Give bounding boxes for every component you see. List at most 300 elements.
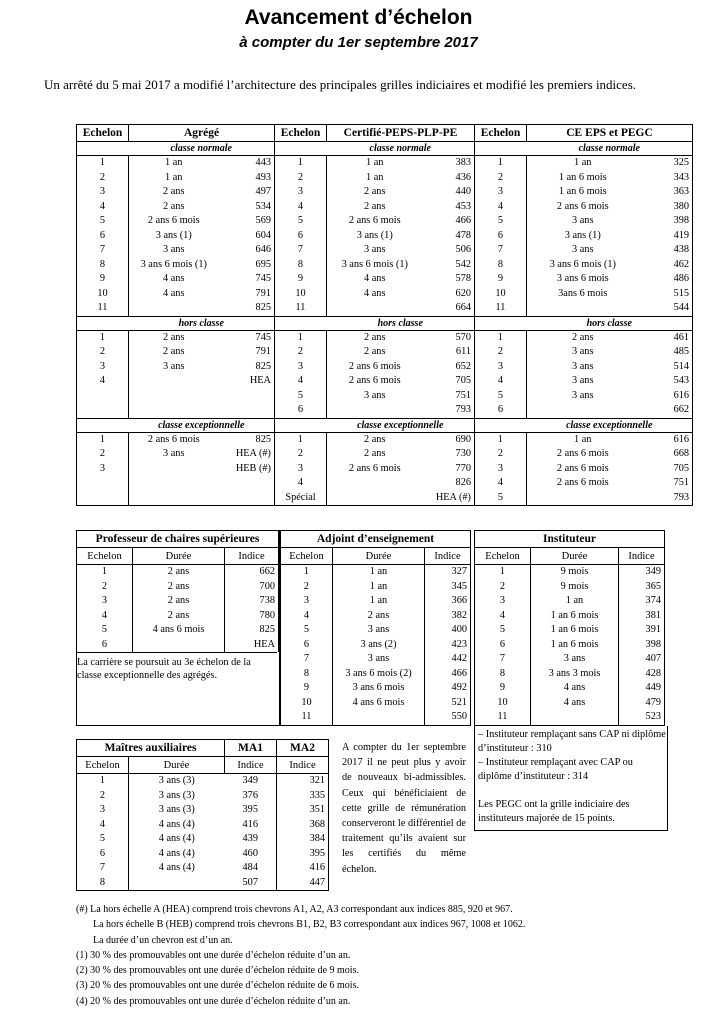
table-row xyxy=(281,594,471,609)
cell-indice: 664 xyxy=(423,301,475,316)
cell-echelon: 3 xyxy=(475,594,531,609)
cell-indice: 438 xyxy=(639,243,693,258)
table-row xyxy=(77,214,693,229)
cell-indice: 646 xyxy=(219,243,275,258)
cell-echelon: 4 xyxy=(77,609,133,624)
cell-indice: 395 xyxy=(277,847,329,862)
cell-duree xyxy=(333,710,425,725)
cell-duree: 2 ans xyxy=(163,331,185,343)
cell-duree xyxy=(129,476,219,491)
cell-indice: 662 xyxy=(639,403,693,418)
cell-echelon: 9 xyxy=(475,681,531,696)
col-echelon: Echelon xyxy=(77,125,129,142)
col-duree: Durée xyxy=(531,548,619,565)
col-duree: Durée xyxy=(129,757,225,774)
cell-echelon: 4 xyxy=(475,476,527,491)
cell-echelon: 6 xyxy=(475,229,527,244)
cell-echelon: 7 xyxy=(281,652,333,667)
cell-echelon: 10 xyxy=(275,287,327,302)
cell-indice: 705 xyxy=(639,462,693,477)
cell-duree xyxy=(129,876,225,891)
cell-duree: 2 ans 6 mois xyxy=(556,448,609,459)
cell-duree: 2 ans 6 mois xyxy=(348,360,401,372)
cell-duree: 3 ans 6 mois xyxy=(556,273,609,284)
cell-indice: 514 xyxy=(639,360,693,375)
cell-duree: 3 ans xyxy=(572,346,594,357)
cell-indice: 439 xyxy=(242,833,258,844)
footnote-chevron: La durée d’un chevron est d’un an. xyxy=(93,934,233,946)
cell-echelon: 8 xyxy=(475,258,527,273)
cell-echelon: 5 xyxy=(77,832,129,847)
cell-duree: 1 an xyxy=(369,566,388,577)
cell-indice: 751 xyxy=(639,476,693,491)
adjoint-title: Adjoint d’enseignement xyxy=(281,531,471,548)
table-row xyxy=(281,696,471,711)
table-row xyxy=(475,609,665,624)
table-row xyxy=(281,638,471,653)
cell-duree xyxy=(527,491,639,506)
cell-indice: 506 xyxy=(423,243,475,258)
table-row xyxy=(281,710,471,725)
cell-duree xyxy=(129,374,219,389)
table-row xyxy=(77,774,329,789)
col-indice: Indice xyxy=(225,548,279,565)
cell-duree: 2 ans xyxy=(364,433,386,445)
cell-duree: 1 an xyxy=(369,580,388,592)
cell-duree: 2 ans 6 mois xyxy=(348,462,401,474)
cell-echelon: 6 xyxy=(281,638,333,653)
section-label: classe exceptionnelle xyxy=(527,418,693,432)
cell-duree: 2 ans 6 mois xyxy=(348,215,401,226)
cell-echelon: 4 xyxy=(77,374,129,389)
cell-duree: 1 an xyxy=(565,595,584,606)
cell-echelon: 9 xyxy=(475,272,527,287)
cell-indice: 374 xyxy=(619,594,665,609)
cell-echelon: 4 xyxy=(77,200,129,215)
col-echelon: Echelon xyxy=(77,548,133,565)
cell-echelon: 8 xyxy=(77,258,129,273)
cell-duree: 2 ans xyxy=(364,331,386,343)
cell-echelon: 7 xyxy=(275,243,327,258)
cell-duree: 3 ans xyxy=(163,360,185,372)
table-row xyxy=(77,185,693,200)
cell-echelon: 6 xyxy=(275,403,327,418)
cell-duree: 3 ans (1) xyxy=(356,229,393,241)
instituteur-notes xyxy=(474,726,668,831)
cell-duree xyxy=(527,301,639,316)
cell-duree xyxy=(129,491,219,506)
cell-indice: 391 xyxy=(619,623,665,638)
cell-echelon: 2 xyxy=(275,345,327,360)
cell-echelon: 7 xyxy=(77,861,129,876)
cell-duree: 2 ans xyxy=(364,448,386,459)
table-row xyxy=(77,156,693,171)
section-row xyxy=(77,418,693,432)
cell-indice: 380 xyxy=(639,200,693,215)
cell-duree: 2 ans 6 mois xyxy=(348,375,401,386)
table-row xyxy=(77,876,329,891)
cell-echelon: 9 xyxy=(77,272,129,287)
section-label: hors classe xyxy=(327,316,475,330)
cell-duree xyxy=(327,403,423,418)
cell-echelon: 3 xyxy=(475,360,527,375)
cell-indice: 616 xyxy=(639,432,693,447)
cell-indice: 436 xyxy=(423,171,475,186)
cell-duree: 1 an 6 mois xyxy=(550,609,599,621)
cell-echelon: 8 xyxy=(475,667,531,682)
cell-echelon: 2 xyxy=(77,447,129,462)
cell-indice: 453 xyxy=(423,200,475,215)
cell-echelon: 2 xyxy=(281,580,333,595)
table-row xyxy=(77,847,329,862)
cell-indice: 770 xyxy=(423,462,475,477)
cell-indice: 428 xyxy=(619,667,665,682)
section-spacer xyxy=(275,316,327,330)
cell-duree: 1 an 6 mois xyxy=(550,638,599,650)
cell-duree: 3 ans 3 mois xyxy=(548,667,601,679)
cell-duree: 3 ans xyxy=(572,375,594,386)
footnote-3: (3) 20 % des promouvables ont une durée d’échelon réduite de 6 mois. xyxy=(76,980,359,992)
page-subtitle: à compter du 1er septembre 2017 xyxy=(239,34,478,51)
cell-indice: HEA xyxy=(219,374,275,389)
cell-indice: 383 xyxy=(423,156,475,171)
cell-indice xyxy=(219,476,275,491)
cell-echelon: 3 xyxy=(77,594,133,609)
col-duree: Durée xyxy=(333,548,425,565)
cell-duree: 3 ans xyxy=(364,389,386,401)
table-row xyxy=(475,580,665,595)
cell-echelon: 11 xyxy=(281,710,333,725)
cell-duree: 4 ans xyxy=(563,682,586,693)
cell-duree: 2 ans xyxy=(163,346,185,357)
cell-echelon: 1 xyxy=(475,156,527,171)
cell-indice: 662 xyxy=(225,565,279,580)
cell-duree: 3 ans 6 mois xyxy=(352,682,405,693)
cell-duree: 3 ans xyxy=(367,653,390,664)
cell-echelon: 11 xyxy=(77,301,129,316)
cell-echelon: 4 xyxy=(475,200,527,215)
cell-echelon: 8 xyxy=(281,667,333,682)
cell-indice: 668 xyxy=(639,447,693,462)
ma1-header: MA1 xyxy=(225,740,277,757)
cell-duree: 1 an 6 mois xyxy=(550,624,599,635)
prof-chaires-title: Professeur de chaires supérieures xyxy=(77,531,279,548)
cell-duree xyxy=(327,301,423,316)
cell-indice: 416 xyxy=(277,861,329,876)
col-echelon: Echelon xyxy=(475,548,531,565)
cell-duree: 4 ans xyxy=(563,696,586,708)
table-row xyxy=(77,360,693,375)
ma2-header: MA2 xyxy=(277,740,329,757)
cell-echelon: 1 xyxy=(77,330,129,345)
cell-duree xyxy=(527,403,639,418)
table-row xyxy=(475,681,665,696)
cell-duree xyxy=(129,389,219,404)
cell-duree: 3 ans xyxy=(163,448,185,459)
cell-duree: 2 ans xyxy=(364,186,386,197)
cell-duree: 2 ans 6 mois xyxy=(147,215,200,226)
cell-echelon: 5 xyxy=(77,623,133,638)
cell-indice: 534 xyxy=(219,200,275,215)
table-row xyxy=(77,243,693,258)
page-title: Avancement d’échelon xyxy=(244,6,473,29)
cell-duree xyxy=(129,403,219,418)
cell-indice: 793 xyxy=(423,403,475,418)
section-label: classe exceptionnelle xyxy=(327,418,475,432)
cell-duree: 3 ans 6 mois (1) xyxy=(341,258,408,270)
cell-indice: 485 xyxy=(639,345,693,360)
maitres-title: Maîtres auxiliaires xyxy=(77,740,225,757)
cell-indice: 825 xyxy=(219,301,275,316)
cell-indice: 461 xyxy=(639,330,693,345)
cell-duree: 3 ans (1) xyxy=(564,229,601,241)
table-row xyxy=(281,667,471,682)
cell-duree: 1 an xyxy=(366,171,384,183)
section-label: classe normale xyxy=(327,142,475,156)
cell-echelon: 3 xyxy=(475,462,527,477)
cell-indice: 791 xyxy=(219,345,275,360)
cell-echelon xyxy=(77,403,129,418)
cell-echelon: 5 xyxy=(77,214,129,229)
cell-indice: 486 xyxy=(639,272,693,287)
table-row xyxy=(77,171,693,186)
cell-duree: 2 ans xyxy=(163,200,185,212)
section-label: classe normale xyxy=(527,142,693,156)
cell-duree: 2 ans xyxy=(364,200,386,212)
cell-echelon: 10 xyxy=(77,287,129,302)
cell-echelon: 1 xyxy=(275,156,327,171)
section-spacer xyxy=(275,418,327,432)
cell-indice: 543 xyxy=(639,374,693,389)
table-row xyxy=(77,403,693,418)
cell-echelon: 9 xyxy=(275,272,327,287)
cell-indice: 395 xyxy=(242,804,258,815)
cell-echelon: 1 xyxy=(275,432,327,447)
cell-indice: 384 xyxy=(277,832,329,847)
cell-echelon: 5 xyxy=(281,623,333,638)
cell-duree: 1 an 6 mois xyxy=(558,186,607,197)
cell-indice: 521 xyxy=(425,696,471,711)
cell-echelon: 2 xyxy=(475,171,527,186)
cell-indice: 419 xyxy=(639,229,693,244)
cell-echelon: 1 xyxy=(475,330,527,345)
footnote-hea: (#) La hors échelle A (HEA) comprend trois chevrons A1, A2, A3 correspondant aux indices 885, 920 et 967. xyxy=(76,904,513,915)
cell-indice: 738 xyxy=(225,594,279,609)
col-echelon: Echelon xyxy=(281,548,333,565)
table-row xyxy=(77,330,693,345)
col-indice-ma1: Indice xyxy=(225,757,277,774)
cell-indice: 791 xyxy=(219,287,275,302)
cell-indice: 542 xyxy=(423,258,475,273)
section-label: hors classe xyxy=(129,316,275,330)
cell-indice: 497 xyxy=(219,185,275,200)
table-row xyxy=(475,594,665,609)
cell-indice: 325 xyxy=(639,156,693,171)
table-row xyxy=(475,710,665,725)
footnote-2: (2) 30 % des promouvables ont une durée d’échelon réduite de 9 mois. xyxy=(76,965,359,977)
cell-indice: 690 xyxy=(423,432,475,447)
section-row xyxy=(77,142,693,156)
table-row xyxy=(77,476,693,491)
cell-duree: 4 ans xyxy=(163,273,185,284)
top-grid-header xyxy=(77,125,693,142)
cell-indice xyxy=(219,389,275,404)
cell-indice: 327 xyxy=(425,565,471,580)
section-spacer xyxy=(77,418,129,432)
table-row xyxy=(281,565,471,580)
cell-indice: 523 xyxy=(619,710,665,725)
table-row xyxy=(77,345,693,360)
prof-chaires-note: La carrière se poursuit au 3e échelon de la classe exceptionnelle des agrégés. xyxy=(76,652,277,682)
cell-duree: 2 ans 6 mois xyxy=(556,477,609,488)
table-row xyxy=(77,272,693,287)
cell-indice: 515 xyxy=(639,287,693,302)
cell-echelon: 3 xyxy=(275,462,327,477)
cell-indice: 745 xyxy=(219,330,275,345)
cell-indice: 825 xyxy=(219,360,275,375)
footnotes xyxy=(76,902,636,1009)
cell-echelon: 8 xyxy=(77,876,129,891)
top-grid xyxy=(76,124,693,506)
cell-echelon: 4 xyxy=(275,200,327,215)
cell-indice: 479 xyxy=(619,696,665,711)
cell-echelon: 1 xyxy=(77,565,133,580)
cell-echelon: 1 xyxy=(475,565,531,580)
cell-echelon: 7 xyxy=(475,243,527,258)
cell-duree: 1 an xyxy=(574,433,592,445)
cell-duree: 2 ans xyxy=(163,186,185,197)
cell-echelon: 8 xyxy=(275,258,327,273)
cell-indice: 381 xyxy=(619,609,665,624)
cell-echelon: Spécial xyxy=(275,491,327,506)
col-indice-ma2: Indice xyxy=(277,757,329,774)
cell-duree: 4 ans (4) xyxy=(158,833,195,844)
cell-indice: 695 xyxy=(219,258,275,273)
table-row xyxy=(77,818,329,833)
cell-indice: 751 xyxy=(423,389,475,404)
cell-indice: 730 xyxy=(423,447,475,462)
cell-indice xyxy=(219,491,275,506)
col-duree: Durée xyxy=(133,548,225,565)
cell-echelon: 3 xyxy=(281,594,333,609)
cell-echelon: 2 xyxy=(77,345,129,360)
cell-indice: 569 xyxy=(219,214,275,229)
cell-echelon: 1 xyxy=(77,774,129,789)
cell-echelon: 1 xyxy=(275,330,327,345)
cell-echelon: 11 xyxy=(275,301,327,316)
cell-indice: 351 xyxy=(277,803,329,818)
cell-indice: 616 xyxy=(639,389,693,404)
cell-echelon: 4 xyxy=(77,818,129,833)
section-label: classe exceptionnelle xyxy=(129,418,275,432)
cell-duree: 3ans 6 mois xyxy=(558,287,608,299)
table-row xyxy=(77,447,693,462)
cell-duree: 4 ans xyxy=(364,273,386,284)
cell-duree: 3 ans xyxy=(364,244,386,255)
section-spacer xyxy=(77,142,129,156)
cell-duree xyxy=(327,476,423,491)
cell-echelon: 1 xyxy=(77,156,129,171)
cell-duree: 4 ans (4) xyxy=(158,847,195,859)
table-row xyxy=(281,623,471,638)
cell-indice: 507 xyxy=(225,876,277,891)
intro-paragraph: Un arrêté du 5 mai 2017 a modifié l’architecture des principales grilles indiciaires et modifié les premiers indices. xyxy=(44,77,637,92)
cell-echelon: 6 xyxy=(475,403,527,418)
footnote-heb: La hors échelle B (HEB) comprend trois chevrons B1, B2, B3 correspondant aux indices 967, 1008 et 1062. xyxy=(93,919,526,931)
instituteur-note-1: – Instituteur remplaçant sans CAP ni diplôme d’instituteur : 310 xyxy=(478,728,666,754)
cell-indice: 544 xyxy=(639,301,693,316)
cell-echelon: 3 xyxy=(275,185,327,200)
cell-duree: 3 ans (3) xyxy=(158,789,195,801)
cell-duree: 3 ans (3) xyxy=(158,804,195,815)
cell-indice: 620 xyxy=(423,287,475,302)
cell-duree: 4 ans (4) xyxy=(158,862,195,873)
cell-duree: 2 ans xyxy=(167,595,190,606)
cell-indice: 447 xyxy=(277,876,329,891)
cell-duree: 4 ans (4) xyxy=(158,818,195,830)
section-spacer xyxy=(475,418,527,432)
section-spacer xyxy=(475,142,527,156)
cell-duree: 3 ans xyxy=(572,244,594,255)
cell-echelon xyxy=(77,389,129,404)
cell-duree: 2 ans xyxy=(167,566,190,577)
cell-echelon: 3 xyxy=(77,185,129,200)
cell-indice: 825 xyxy=(219,432,275,447)
cell-indice: 478 xyxy=(423,229,475,244)
cell-echelon: 4 xyxy=(275,374,327,389)
cell-indice: 443 xyxy=(219,156,275,171)
cell-echelon: 2 xyxy=(275,171,327,186)
cell-indice: 365 xyxy=(619,580,665,595)
cell-duree: 3 ans 6 mois (2) xyxy=(345,667,412,679)
top-grid-table xyxy=(76,124,693,506)
cell-duree xyxy=(531,710,619,725)
cell-echelon: 3 xyxy=(77,360,129,375)
table-row xyxy=(77,861,329,876)
footnote-4: (4) 20 % des promouvables ont une durée d’échelon réduite d’un an. xyxy=(76,995,351,1007)
instituteur-note-3: Les PEGC ont la grille indiciaire des instituteurs majorée de 15 points. xyxy=(478,798,630,824)
cell-duree: 3 ans xyxy=(572,389,594,401)
cell-duree: 4 ans xyxy=(163,287,185,299)
cell-indice: 466 xyxy=(425,667,471,682)
cell-echelon: 11 xyxy=(475,301,527,316)
table-row xyxy=(281,652,471,667)
cell-duree: 3 ans 6 mois (1) xyxy=(140,258,207,270)
cell-duree xyxy=(327,491,423,506)
cell-duree: 3 ans xyxy=(163,244,185,255)
section-label: hors classe xyxy=(527,316,693,330)
cell-indice: 398 xyxy=(619,638,665,653)
cell-duree: 2 ans xyxy=(364,346,386,357)
maitres-table xyxy=(76,739,329,891)
cell-echelon: 4 xyxy=(475,374,527,389)
table-row xyxy=(77,301,693,316)
cell-indice: 343 xyxy=(639,171,693,186)
cell-indice: 398 xyxy=(639,214,693,229)
cell-indice: 700 xyxy=(225,580,279,595)
cell-echelon: 6 xyxy=(475,638,531,653)
cell-duree: 1 an xyxy=(165,171,183,183)
cell-echelon: 3 xyxy=(77,462,129,477)
cell-duree: 2 ans xyxy=(167,580,190,592)
cell-indice: 416 xyxy=(242,818,258,830)
cell-duree: 1 an xyxy=(165,157,183,168)
table-row xyxy=(77,832,329,847)
group-title-agrege: Agrégé xyxy=(129,125,275,142)
cell-duree: 3 ans (1) xyxy=(155,229,192,241)
cell-indice: HEA (#) xyxy=(423,491,475,506)
cell-indice: 376 xyxy=(242,789,258,801)
